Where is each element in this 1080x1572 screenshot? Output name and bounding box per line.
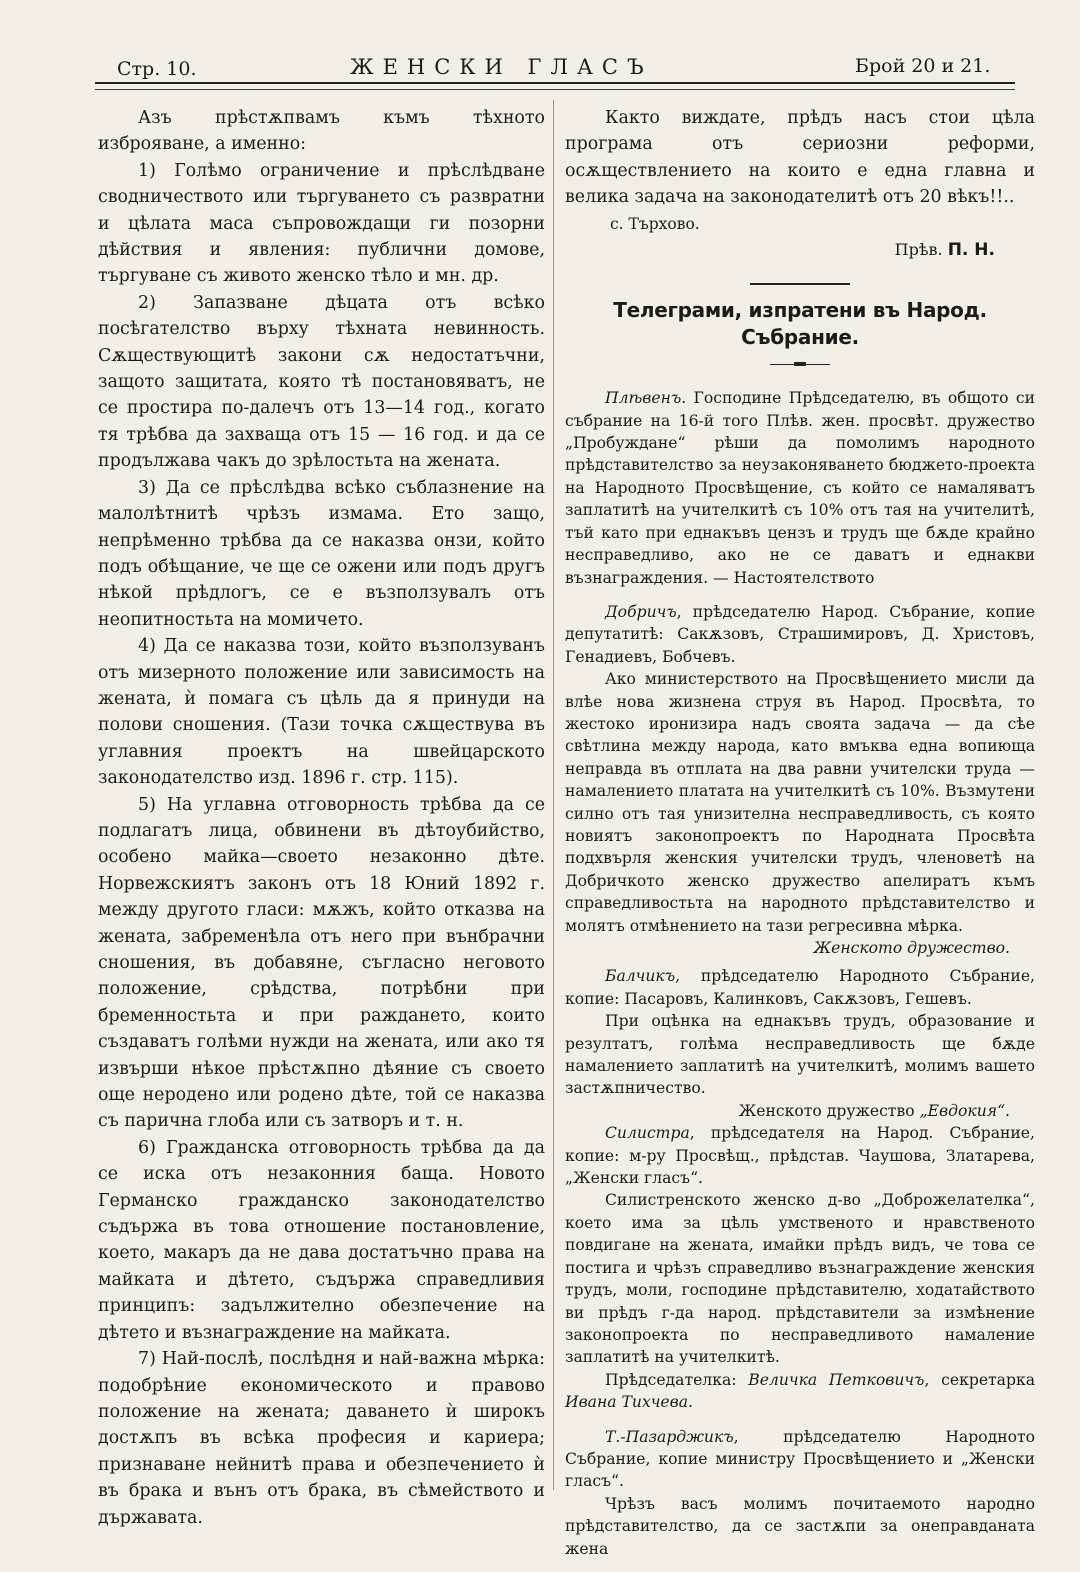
author-prefix: Прѣв. (894, 240, 943, 260)
telegram-place: Плѣвенъ. (605, 389, 687, 408)
telegram-dobrich-address (565, 601, 1035, 668)
article-paragraph: Азъ прѣстѫпвамъ къмъ тѣхното изброяване, а именно: (98, 108, 545, 155)
section-rule (750, 283, 850, 285)
telegram-signature: Женското дружество. (813, 939, 1010, 957)
article-paragraph: 4) Да се наказва този, който възползуванъ отъ мизерното положение или зависимость на жената, ѝ помага съ цѣль да я принуди на полови сношения. (Тази точка сѫществува въ углавния проектъ на швейцарското законодателство изд. 1896 г. стр. 115). (98, 636, 545, 789)
article-paragraph: 7) Най-послѣ, послѣдня и най-важна мѣрка: подобрѣние економическото и правово положение на жената; даването ѝ широкъ достѫпъ въ всѣка професия и кариера; признаване нейнитѣ права и обезпечението ѝ въ брака и вънъ отъ брака, въ сѣмейството и държавата. (98, 1349, 545, 1528)
article-paragraph: 1) Голѣмо ограничение и прѣслѣдване сводничеството или търгуването съ развратни и цѣлата маса съпровождащи ги позорни дѣйствия и явления: публични домове, търгуване съ живото женско тѣло и мн. др. (98, 160, 545, 287)
column-divider (553, 100, 554, 1490)
telegram-silistra-address (565, 1122, 1035, 1189)
telegram-place: Силистра (605, 1124, 690, 1143)
telegram-pleven (565, 387, 1035, 589)
telegram-address: , прѣдседателю Народното Събрание, копие министру Просвѣщението и „Женски гласъ“. (565, 1427, 1035, 1491)
telegram-address: , прѣдседателя на Народ. Събрание, копие: м-ру Просвѣщ., прѣдстав. Чаушова, Златарева, „Женски гласъ“. (565, 1124, 1035, 1188)
issue-number: Брой 20 и 21. (855, 55, 991, 77)
page-number: Стр. 10. (117, 58, 197, 80)
telegram-place: Т.-Пазарджикъ (605, 1427, 734, 1446)
header-rule-thick (95, 82, 1015, 84)
telegram-pazardzhik-text: Чрѣзъ васъ молимъ почитаемото народно прѣдставителство, да се застѫпи за онеправданата жена (565, 1494, 1035, 1558)
article-paragraph: 3) Да се прѣслѣдва всѣко съблазнение на малолѣтнитѣ чрѣзъ измама. Ето защо, непрѣменно трѣбва да се наказва онзи, който подъ обѣщание, че ще се ожени или подъ другъ нѣкой прѣдлогъ, се е възползувалъ отъ неопитностьта на момичето. (98, 477, 545, 630)
left-column (98, 105, 545, 1531)
telegram-signature: Женското дружество „Евдокия“. (738, 1101, 1010, 1120)
telegram-dobrich-text: Ако министерството на Просвѣщението мисли да влѣе нова жизнена струя въ Народ. Просвѣта, то жестоко иронизира надъ своята задача — да сѣе свѣтлина между народа, като вмъква една вопиюща неправда въ отплата на два равни учителски труда —намалението платата на учителкитѣ съ 10%. Възмутени силно отъ тая унизителна несправедливость, съ която новиятъ законопроектъ по Народната Просвѣта подхвърля женския учителски трудъ, членоветѣ на Добричкото женско дружество апелиратъ къмъ справедливостьта на народното прѣдставителство и молятъ отмѣнението на тази регресивна мѣрка. (565, 670, 1035, 935)
article-place: с. Търхово. (610, 214, 700, 233)
telegram-address: , прѣдседателю Народ. Събрание, копие депутатитѣ: Сакѫзовъ, Страшимировъ, Д. Христовъ, Генадиевъ, Бобчевъ. (565, 602, 1035, 666)
telegram-signature: Прѣдседателка: Величка Петковичъ, секретарка Ивана Тихчева. (565, 1370, 1035, 1412)
telegram-text: Господине Прѣдседателю, въ общото си събрание на 16-й того Плѣв. жен. просвѣт. дружество „Пробуждане“ рѣши да помолимъ народното прѣдставителство за неузаконяването бюджето-проекта на Народното Просвѣщение, съ който се намаляватъ заплатитѣ на учителкитѣ съ 10% отъ тая на учителитѣ, тъй като при еднакъвъ цензъ и трудъ ще бѫде крайно несправедливо, ако не се даватъ и еднакви възнаграждения. — Настоятелството (565, 389, 1035, 587)
telegram-pazardzhik-address (565, 1426, 1035, 1493)
header-rule-thin (95, 89, 1015, 90)
headline-ornament (770, 364, 830, 365)
article-paragraph: 6) Гражданска отговорность трѣбва да да се иска отъ незаконния баща. Новото Германско гражданско законодателство съдържа въ това отношение постановление, което, макаръ да не дава достатъчно права на майката и дѣтето, съдържа справедливия принципъ: задължително обезпечение на дѣтето и възнаграждение на майката. (98, 1137, 545, 1343)
telegram-place: Балчикъ (605, 967, 676, 986)
newspaper-title: ЖЕНСКИ ГЛАСЪ (350, 55, 653, 79)
telegram-silistra-text: Силистренското женско д-во „Доброжелателка“, което има за цѣль умственото и нравственото повдигане на жената, имайки прѣдъ видъ, че това се постига и чрѣзъ справедливо възнаграждение женския трудъ, моли, господине прѣдставителю, ходатайството ви прѣдъ г-да народ. прѣдставители за измѣнение законопроекта по несправедливото намаление заплатитѣ на учителкитѣ. (565, 1191, 1035, 1367)
article-author (565, 237, 1035, 263)
telegram-balchik-text: При оцѣнка на еднакъвъ трудъ, образование и резултатъ, голѣма несправедливость ще бѫде намалението заплатитѣ на учителкитѣ, молимъ вашето застѫпничество. (565, 1012, 1035, 1098)
article-conclusion: Както виждате, прѣдъ насъ стои цѣла програма отъ сериозни реформи, осѫществлението на които е една главна и велика задача на законодателитѣ отъ 20 вѣкъ!!.. (565, 108, 1035, 208)
telegram-place: Добричъ (605, 602, 677, 621)
telegram-address: , прѣдседателю Народното Събрание, копие: Пасаровъ, Калинковъ, Сакѫзовъ, Гешевъ. (565, 967, 1035, 1008)
article-paragraph: 5) На углавна отговорность трѣбва да се подлагатъ лица, обвинени въ дѣтоубийство, особено майка—своето незаконно дѣте. Норвежскиятъ законъ отъ 18 Юний 1892 г. между другото гласи: мѫжъ, който отказва на жената, забременѣла отъ него при вънбрачни сношения, въ добавяне, съгласно неговото положение, срѣдства, потрѣбни при бременностьта и при раждането, които създаватъ голѣми нужди на жената, или ако тя извърши нѣкое прѣстѫпно дѣяние съ своето още нероденo или родено дѣте, той се наказва съ парична глоба или съ затворъ и т. н. (98, 794, 545, 1132)
author-initials: П. Н. (947, 240, 995, 261)
telegram-balchik-address (565, 965, 1035, 1010)
article-paragraph: 2) Запазване дѣцата отъ всѣко посѣгателство върху тѣхната невинность. Сѫществующитѣ закони сѫ недостатъчни, защото защитата, която тѣ постановяватъ, не се простира по-далечъ отъ 13—14 год., когато тя трѣбва да захваща отъ 15 — 16 год. и да се продължава чакъ до зрѣлостьта на жената. (98, 292, 545, 472)
section-headline: Телеграми, изпратени въ Народ. Събрание. (613, 298, 987, 349)
right-column (565, 105, 1035, 1560)
